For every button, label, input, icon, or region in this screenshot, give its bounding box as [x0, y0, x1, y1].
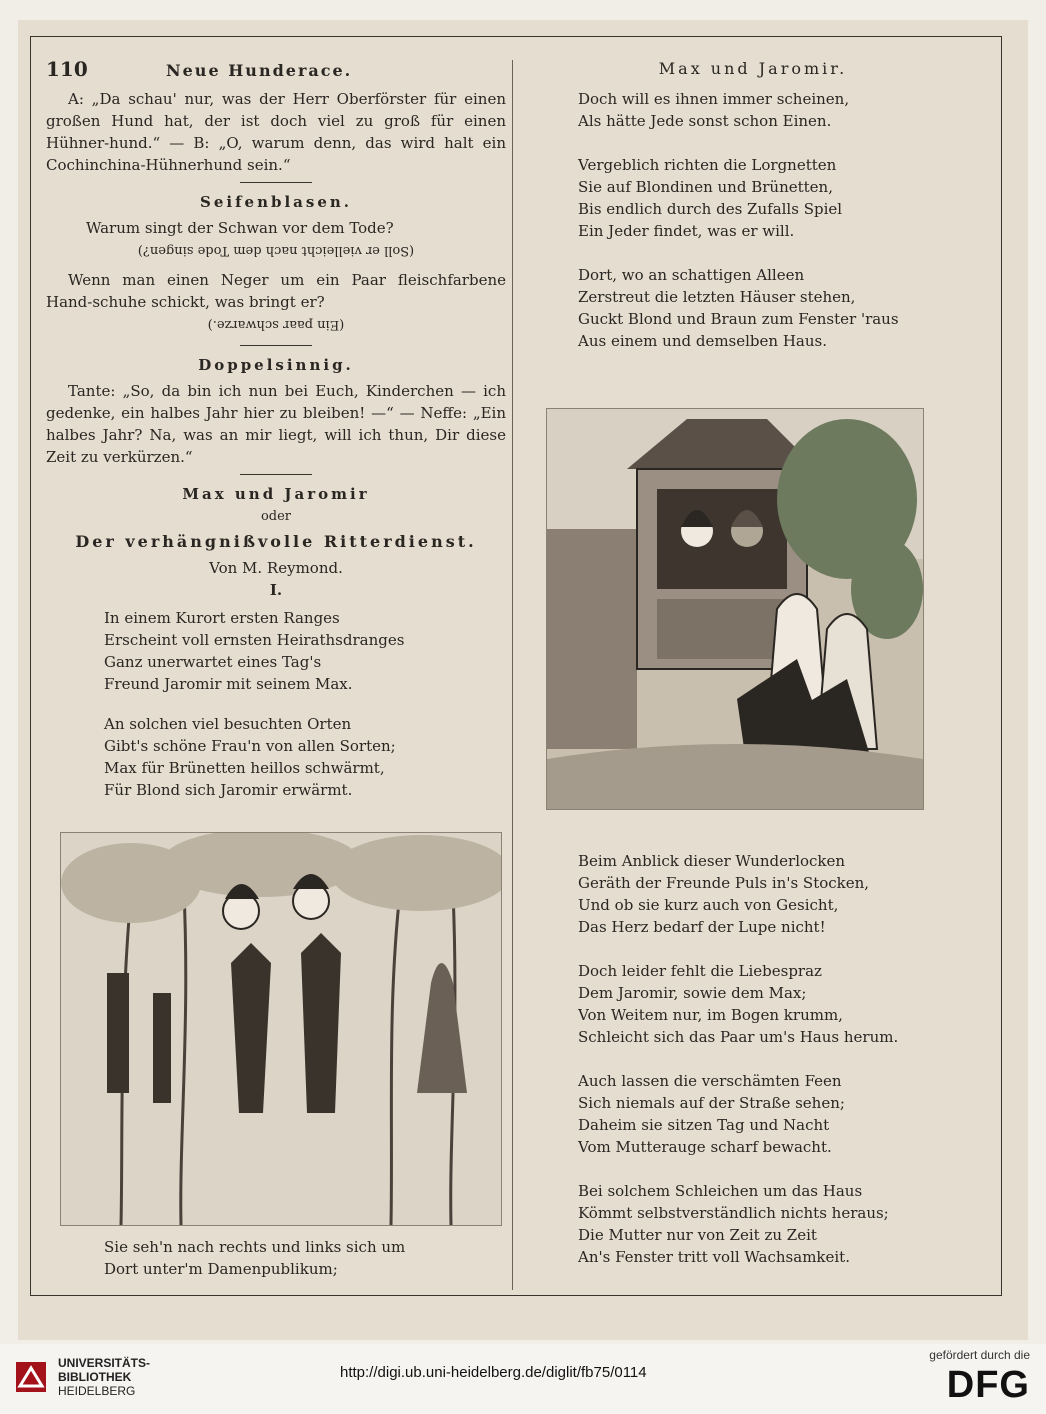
library-name-line: UNIVERSITÄTS- — [58, 1356, 151, 1370]
poem-line: An solchen viel besuchten Orten — [104, 715, 352, 733]
library-name-line: BIBLIOTHEK — [58, 1370, 132, 1384]
poem-line: In einem Kurort ersten Ranges — [104, 609, 340, 627]
poem-line: Max für Brünetten heillos schwärmt, — [104, 759, 385, 777]
poem-line: Dort unter'm Damenpublikum; — [104, 1260, 338, 1278]
dfg-logo[interactable]: DFG — [946, 1364, 1030, 1406]
poem-line: Die Mutter nur von Zeit zu Zeit — [578, 1226, 817, 1244]
riddle-question: Wenn man einen Neger um ein Paar fleischfarbene Hand-schuhe schickt, was bringt er? — [46, 271, 506, 311]
illustration-window — [546, 408, 924, 810]
poem-line: Sie seh'n nach rechts und links sich um — [104, 1238, 406, 1256]
illustration-promenade — [60, 832, 502, 1226]
separator — [240, 474, 312, 475]
poem-line: Sich niemals auf der Straße sehen; — [578, 1094, 845, 1112]
poem-stanza — [578, 850, 988, 938]
poem-oder: oder — [260, 509, 292, 524]
poem-stanza — [46, 607, 506, 695]
poem-line: Ein Jeder findet, was er will. — [578, 222, 795, 240]
page-number: 110 — [46, 57, 88, 81]
poem-line: Von Weitem nur, im Bogen krumm, — [578, 1006, 843, 1024]
library-name — [58, 1356, 150, 1398]
poem-stanza — [578, 264, 988, 352]
poem-stanza — [578, 1070, 988, 1158]
poem-stanza — [578, 154, 988, 242]
poem-line: Freund Jaromir mit seinem Max. — [104, 675, 353, 693]
poem-line: Guckt Blond und Braun zum Fenster 'raus — [578, 310, 899, 328]
poem-stanza — [578, 88, 988, 132]
riddle-answer-inverted: (Ein paar schwarze.) — [207, 317, 345, 332]
separator — [240, 182, 312, 183]
doppelsinnig-text: Tante: „So, da bin ich nun bei Euch, Kinderchen — ich gedenke, ein halbes Jahr hier zu bleiben! —“ — Neffe: „Ein halbes Jahr? Na, was an mir liegt, will ich thun, Dir diese Zeit zu verkürzen.“ — [46, 382, 506, 466]
poem-line: Zerstreut die letzten Häuser stehen, — [578, 288, 856, 306]
left-column-bottom — [46, 1236, 506, 1280]
poem-line: Als hätte Jede sonst schon Einen. — [578, 112, 832, 130]
poem-line: Sie auf Blondinen und Brünetten, — [578, 178, 833, 196]
poem-line: Beim Anblick dieser Wunderlocken — [578, 852, 846, 870]
poem-stanza — [46, 1236, 506, 1280]
poem-line: Erscheint voll ernsten Heirathsdranges — [104, 631, 405, 649]
poem-line: Auch lassen die verschämten Feen — [578, 1072, 842, 1090]
poem-line: Doch will es ihnen immer scheinen, — [578, 90, 850, 108]
poem-author: Von M. Reymond. — [209, 559, 343, 577]
poem-line: Ganz unerwartet eines Tag's — [104, 653, 322, 671]
poem-line: Kömmt selbstverständlich nichts heraus; — [578, 1204, 889, 1222]
section-heading-seifenblasen: Seifenblasen. — [200, 193, 352, 211]
dialogue-text: A: „Da schau' nur, was der Herr Oberförster für einen großen Hund hat, der ist doch viel zu groß für einen Hühner-hund.“ — B: „O, warum denn, das wird halt ein Cochinchina-Hühnerhund sein.“ — [46, 90, 506, 174]
library-logo[interactable] — [14, 1356, 150, 1398]
poem-line: Bei solchem Schleichen um das Haus — [578, 1182, 863, 1200]
poem-line: Vergeblich richten die Lorgnetten — [578, 156, 837, 174]
section-heading-doppelsinnig: Doppelsinnig. — [198, 356, 354, 374]
poem-stanza — [578, 1180, 988, 1268]
right-column-bottom — [578, 850, 988, 1268]
poem-stanza — [46, 713, 506, 801]
right-column — [578, 58, 988, 374]
poem-line: An's Fenster tritt voll Wachsamkeit. — [578, 1248, 850, 1266]
left-column — [46, 58, 506, 819]
column-rule — [512, 60, 513, 1290]
heidelberg-seal-icon — [14, 1360, 48, 1394]
library-name-line: HEIDELBERG — [58, 1384, 136, 1398]
poem-title: Max und Jaromir — [182, 485, 370, 503]
viewer-footer — [0, 1344, 1046, 1414]
poem-line: Dort, wo an schattigen Alleen — [578, 266, 805, 284]
poem-line: Daheim sie sitzen Tag und Nacht — [578, 1116, 830, 1134]
poem-line: Das Herz bedarf der Lupe nicht! — [578, 918, 826, 936]
running-title: Max und Jaromir. — [658, 59, 848, 78]
funding-label: gefördert durch die — [929, 1348, 1030, 1362]
separator — [240, 345, 312, 346]
poem-part-number: I. — [269, 581, 283, 599]
permalink-url[interactable]: http://digi.ub.uni-heidelberg.de/diglit/fb75/0114 — [340, 1364, 647, 1381]
poem-line: Schleicht sich das Paar um's Haus herum. — [578, 1028, 899, 1046]
poem-line: Und ob sie kurz auch von Gesicht, — [578, 896, 839, 914]
poem-line: Dem Jaromir, sowie dem Max; — [578, 984, 807, 1002]
poem-line: Für Blond sich Jaromir erwärmt. — [104, 781, 353, 799]
poem-line: Doch leider fehlt die Liebespraz — [578, 962, 822, 980]
riddle-answer-inverted: (Soll er vielleicht nach dem Tode singen?) — [137, 243, 415, 258]
poem-line: Bis endlich durch des Zufalls Spiel — [578, 200, 843, 218]
poem-line: Aus einem und demselben Haus. — [578, 332, 827, 350]
poem-line: Geräth der Freunde Puls in's Stocken, — [578, 874, 870, 892]
poem-stanza — [578, 960, 988, 1048]
page-title: Neue Hunderace. — [166, 61, 353, 80]
poem-line: Vom Mutterauge scharf bewacht. — [578, 1138, 832, 1156]
poem-line: Gibt's schöne Frau'n von allen Sorten; — [104, 737, 396, 755]
riddle-question: Warum singt der Schwan vor dem Tode? — [86, 219, 394, 237]
poem-subtitle: Der verhängnißvolle Ritterdienst. — [75, 532, 477, 551]
page-header — [46, 58, 506, 88]
